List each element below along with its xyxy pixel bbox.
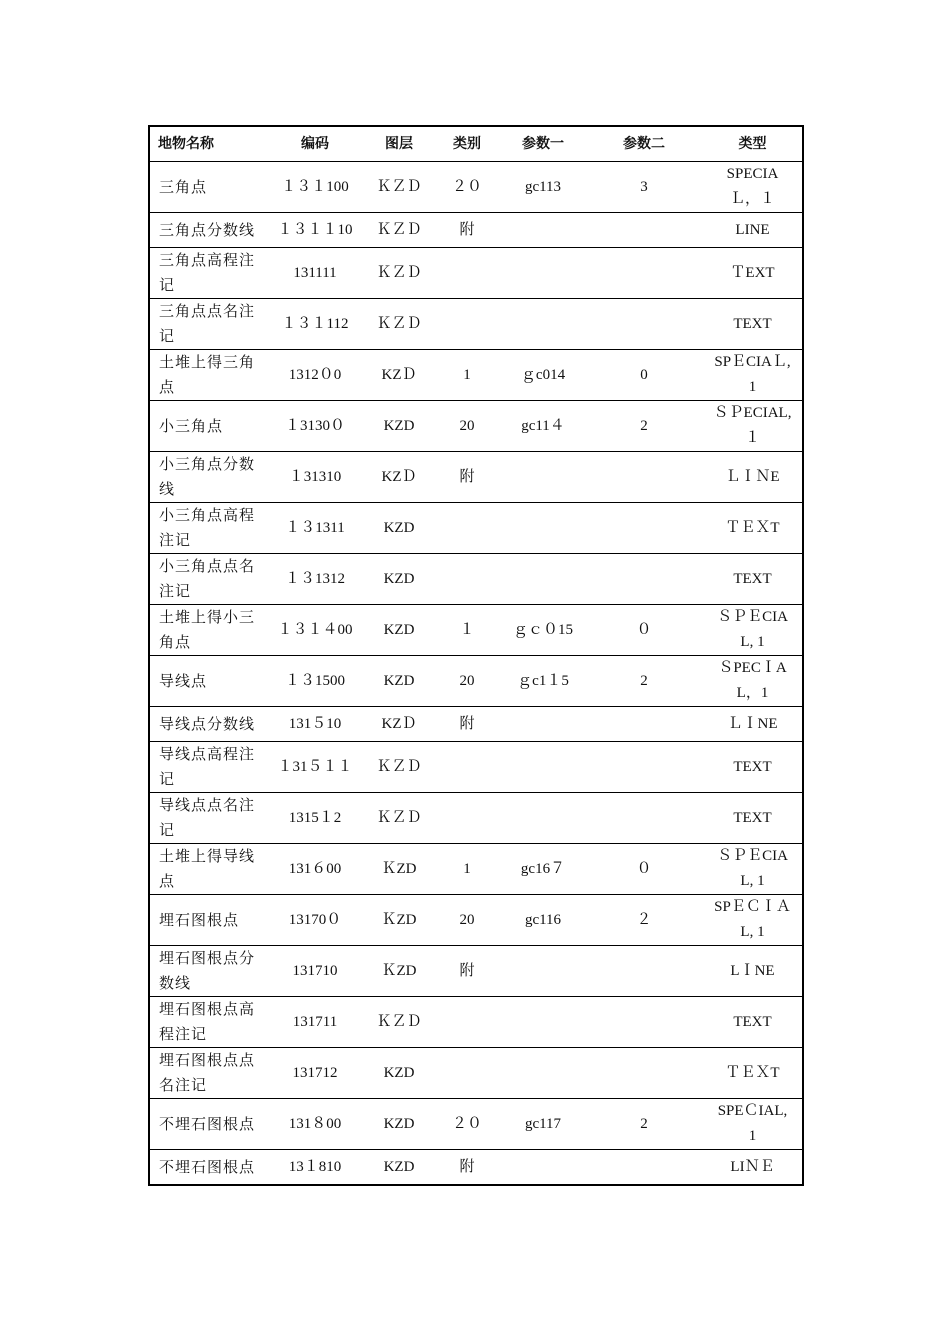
layer-cell: KZD — [365, 1048, 433, 1099]
param-2-cell — [585, 707, 703, 742]
type-cell: ＴＥＸT — [703, 503, 803, 554]
type-cell: SPＥCIAＬ, 1 — [703, 350, 803, 401]
code-cell: １３１100 — [265, 162, 365, 213]
param-2-cell — [585, 299, 703, 350]
param-1-cell — [501, 248, 585, 299]
category-cell — [433, 299, 501, 350]
header-param-1: 参数一 — [501, 126, 585, 162]
layer-cell: KZＤ — [365, 452, 433, 503]
table-row — [149, 401, 803, 452]
param-1-cell: gc16７ — [501, 844, 585, 895]
category-cell: 附 — [433, 1150, 501, 1186]
param-2-cell — [585, 742, 703, 793]
code-cell: 13170０ — [265, 895, 365, 946]
layer-cell: ＫＺＤ — [365, 997, 433, 1048]
param-2-cell — [585, 452, 703, 503]
table-row — [149, 503, 803, 554]
type-cell: ＳＰECIAL, １ — [703, 401, 803, 452]
param-2-cell: 2 — [585, 1099, 703, 1150]
code-cell: １３１１10 — [265, 213, 365, 248]
category-cell: 附 — [433, 452, 501, 503]
table-row — [149, 162, 803, 213]
category-cell: 20 — [433, 656, 501, 707]
feature-name-cell: 土堆上得导线点 — [149, 844, 265, 895]
type-cell: LＩNE — [703, 946, 803, 997]
code-cell: １３1311 — [265, 503, 365, 554]
param-1-cell — [501, 707, 585, 742]
table-row — [149, 895, 803, 946]
type-cell: ＳＰＥCIAL, 1 — [703, 844, 803, 895]
param-2-cell: 0 — [585, 350, 703, 401]
param-1-cell: ｇc014 — [501, 350, 585, 401]
param-1-cell — [501, 946, 585, 997]
category-cell — [433, 997, 501, 1048]
feature-name-cell: 不埋石图根点 — [149, 1150, 265, 1186]
type-cell: ＬＩNE — [703, 707, 803, 742]
type-cell: LINE — [703, 213, 803, 248]
param-1-cell — [501, 793, 585, 844]
param-2-cell — [585, 946, 703, 997]
param-1-cell: ｇc1１5 — [501, 656, 585, 707]
header-code: 编码 — [265, 126, 365, 162]
table-row — [149, 299, 803, 350]
param-1-cell: gc117 — [501, 1099, 585, 1150]
table-row — [149, 707, 803, 742]
table-row — [149, 452, 803, 503]
category-cell — [433, 503, 501, 554]
category-cell: 附 — [433, 707, 501, 742]
header-layer: 图层 — [365, 126, 433, 162]
feature-name-cell: 导线点点名注记 — [149, 793, 265, 844]
feature-name-cell: 埋石图根点分数线 — [149, 946, 265, 997]
param-2-cell — [585, 1048, 703, 1099]
code-cell: 131６00 — [265, 844, 365, 895]
code-cell: 131111 — [265, 248, 365, 299]
layer-cell: KZD — [365, 1150, 433, 1186]
code-cell: １31310 — [265, 452, 365, 503]
code-cell: １３１112 — [265, 299, 365, 350]
param-1-cell: ｇｃ０15 — [501, 605, 585, 656]
category-cell — [433, 742, 501, 793]
header-category: 类别 — [433, 126, 501, 162]
param-2-cell: ０ — [585, 605, 703, 656]
param-1-cell — [501, 742, 585, 793]
param-2-cell: 3 — [585, 162, 703, 213]
param-2-cell — [585, 503, 703, 554]
table-row — [149, 742, 803, 793]
header-feature-name: 地物名称 — [149, 126, 265, 162]
param-2-cell — [585, 213, 703, 248]
feature-name-cell: 土堆上得三角点 — [149, 350, 265, 401]
code-cell: 13１810 — [265, 1150, 365, 1186]
header-param-2: 参数二 — [585, 126, 703, 162]
table-row — [149, 997, 803, 1048]
code-cell: 131710 — [265, 946, 365, 997]
feature-name-cell: 小三角点点名注记 — [149, 554, 265, 605]
feature-name-cell: 不埋石图根点 — [149, 1099, 265, 1150]
code-cell: 131８00 — [265, 1099, 365, 1150]
code-cell: １３1500 — [265, 656, 365, 707]
param-2-cell — [585, 554, 703, 605]
param-1-cell — [501, 503, 585, 554]
layer-cell: ＫZD — [365, 946, 433, 997]
layer-cell: KZD — [365, 503, 433, 554]
param-1-cell: gc116 — [501, 895, 585, 946]
code-cell: 1312０0 — [265, 350, 365, 401]
category-cell — [433, 793, 501, 844]
table-row — [149, 554, 803, 605]
feature-name-cell: 埋石图根点点名注记 — [149, 1048, 265, 1099]
param-1-cell: gc113 — [501, 162, 585, 213]
table-row — [149, 656, 803, 707]
table-row — [149, 213, 803, 248]
feature-name-cell: 三角点点名注记 — [149, 299, 265, 350]
param-2-cell — [585, 997, 703, 1048]
param-1-cell — [501, 997, 585, 1048]
table-row — [149, 844, 803, 895]
param-1-cell: gc11４ — [501, 401, 585, 452]
feature-name-cell: 埋石图根点 — [149, 895, 265, 946]
feature-name-cell: 小三角点 — [149, 401, 265, 452]
layer-cell: KZD — [365, 1099, 433, 1150]
layer-cell: ＫＺＤ — [365, 213, 433, 248]
code-cell: １３1312 — [265, 554, 365, 605]
param-2-cell — [585, 1150, 703, 1186]
param-2-cell: ２ — [585, 895, 703, 946]
category-cell: 1 — [433, 844, 501, 895]
table-row — [149, 350, 803, 401]
category-cell: 附 — [433, 946, 501, 997]
type-cell: TEXT — [703, 742, 803, 793]
param-2-cell — [585, 248, 703, 299]
table-row — [149, 946, 803, 997]
type-cell: TEXT — [703, 997, 803, 1048]
feature-name-cell: 导线点 — [149, 656, 265, 707]
table-row — [149, 1150, 803, 1186]
table-row — [149, 605, 803, 656]
type-cell: SPＥＣＩＡL, 1 — [703, 895, 803, 946]
code-cell: １３１４00 — [265, 605, 365, 656]
table-row — [149, 1099, 803, 1150]
category-cell: 20 — [433, 401, 501, 452]
layer-cell: KZＤ — [365, 707, 433, 742]
feature-name-cell: 三角点高程注记 — [149, 248, 265, 299]
category-cell — [433, 1048, 501, 1099]
category-cell: 1 — [433, 350, 501, 401]
code-cell: 131５10 — [265, 707, 365, 742]
layer-cell: KZD — [365, 401, 433, 452]
layer-cell: ＫZD — [365, 895, 433, 946]
type-cell: TEXT — [703, 554, 803, 605]
code-cell: 131712 — [265, 1048, 365, 1099]
header-type: 类型 — [703, 126, 803, 162]
layer-cell: KZD — [365, 605, 433, 656]
layer-cell: KZＤ — [365, 350, 433, 401]
type-cell: ＳPECＩAL，1 — [703, 656, 803, 707]
feature-name-cell: 小三角点高程注记 — [149, 503, 265, 554]
table-body — [149, 162, 803, 1186]
type-cell: TEXT — [703, 793, 803, 844]
layer-cell: KZD — [365, 656, 433, 707]
type-cell: TEXT — [703, 299, 803, 350]
feature-name-cell: 小三角点分数线 — [149, 452, 265, 503]
table-row — [149, 248, 803, 299]
code-cell: 1315１2 — [265, 793, 365, 844]
category-cell: 20 — [433, 895, 501, 946]
layer-cell: ＫＺＤ — [365, 248, 433, 299]
code-cell: １31５１１ — [265, 742, 365, 793]
type-cell: LIＮＥ — [703, 1150, 803, 1186]
layer-cell: ＫＺＤ — [365, 793, 433, 844]
table-row — [149, 793, 803, 844]
code-cell: 131711 — [265, 997, 365, 1048]
param-1-cell — [501, 1048, 585, 1099]
type-cell: ＴEXT — [703, 248, 803, 299]
feature-name-cell: 导线点高程注记 — [149, 742, 265, 793]
layer-cell: KZD — [365, 554, 433, 605]
param-2-cell: 2 — [585, 656, 703, 707]
feature-name-cell: 土堆上得小三角点 — [149, 605, 265, 656]
param-2-cell — [585, 793, 703, 844]
layer-cell: ＫＺＤ — [365, 742, 433, 793]
type-cell: SPECIAＬ，１ — [703, 162, 803, 213]
param-2-cell: ０ — [585, 844, 703, 895]
param-1-cell — [501, 452, 585, 503]
type-cell: SPEＣIAL, 1 — [703, 1099, 803, 1150]
feature-name-cell: 三角点分数线 — [149, 213, 265, 248]
category-cell: ２０ — [433, 1099, 501, 1150]
type-cell: ＬＩＮE — [703, 452, 803, 503]
category-cell: ２０ — [433, 162, 501, 213]
feature-name-cell: 埋石图根点高程注记 — [149, 997, 265, 1048]
feature-name-cell: 导线点分数线 — [149, 707, 265, 742]
category-cell — [433, 248, 501, 299]
feature-code-table — [148, 125, 804, 1186]
code-cell: １3130０ — [265, 401, 365, 452]
type-cell: ＳＰＥCIAL, 1 — [703, 605, 803, 656]
feature-name-cell: 三角点 — [149, 162, 265, 213]
category-cell: １ — [433, 605, 501, 656]
category-cell: 附 — [433, 213, 501, 248]
layer-cell: ＫZD — [365, 844, 433, 895]
layer-cell: ＫＺＤ — [365, 162, 433, 213]
param-1-cell — [501, 299, 585, 350]
param-1-cell — [501, 554, 585, 605]
table-header-row — [149, 126, 803, 162]
category-cell — [433, 554, 501, 605]
type-cell: ＴＥＸT — [703, 1048, 803, 1099]
param-1-cell — [501, 1150, 585, 1186]
table-row — [149, 1048, 803, 1099]
param-1-cell — [501, 213, 585, 248]
layer-cell: ＫＺＤ — [365, 299, 433, 350]
param-2-cell: 2 — [585, 401, 703, 452]
